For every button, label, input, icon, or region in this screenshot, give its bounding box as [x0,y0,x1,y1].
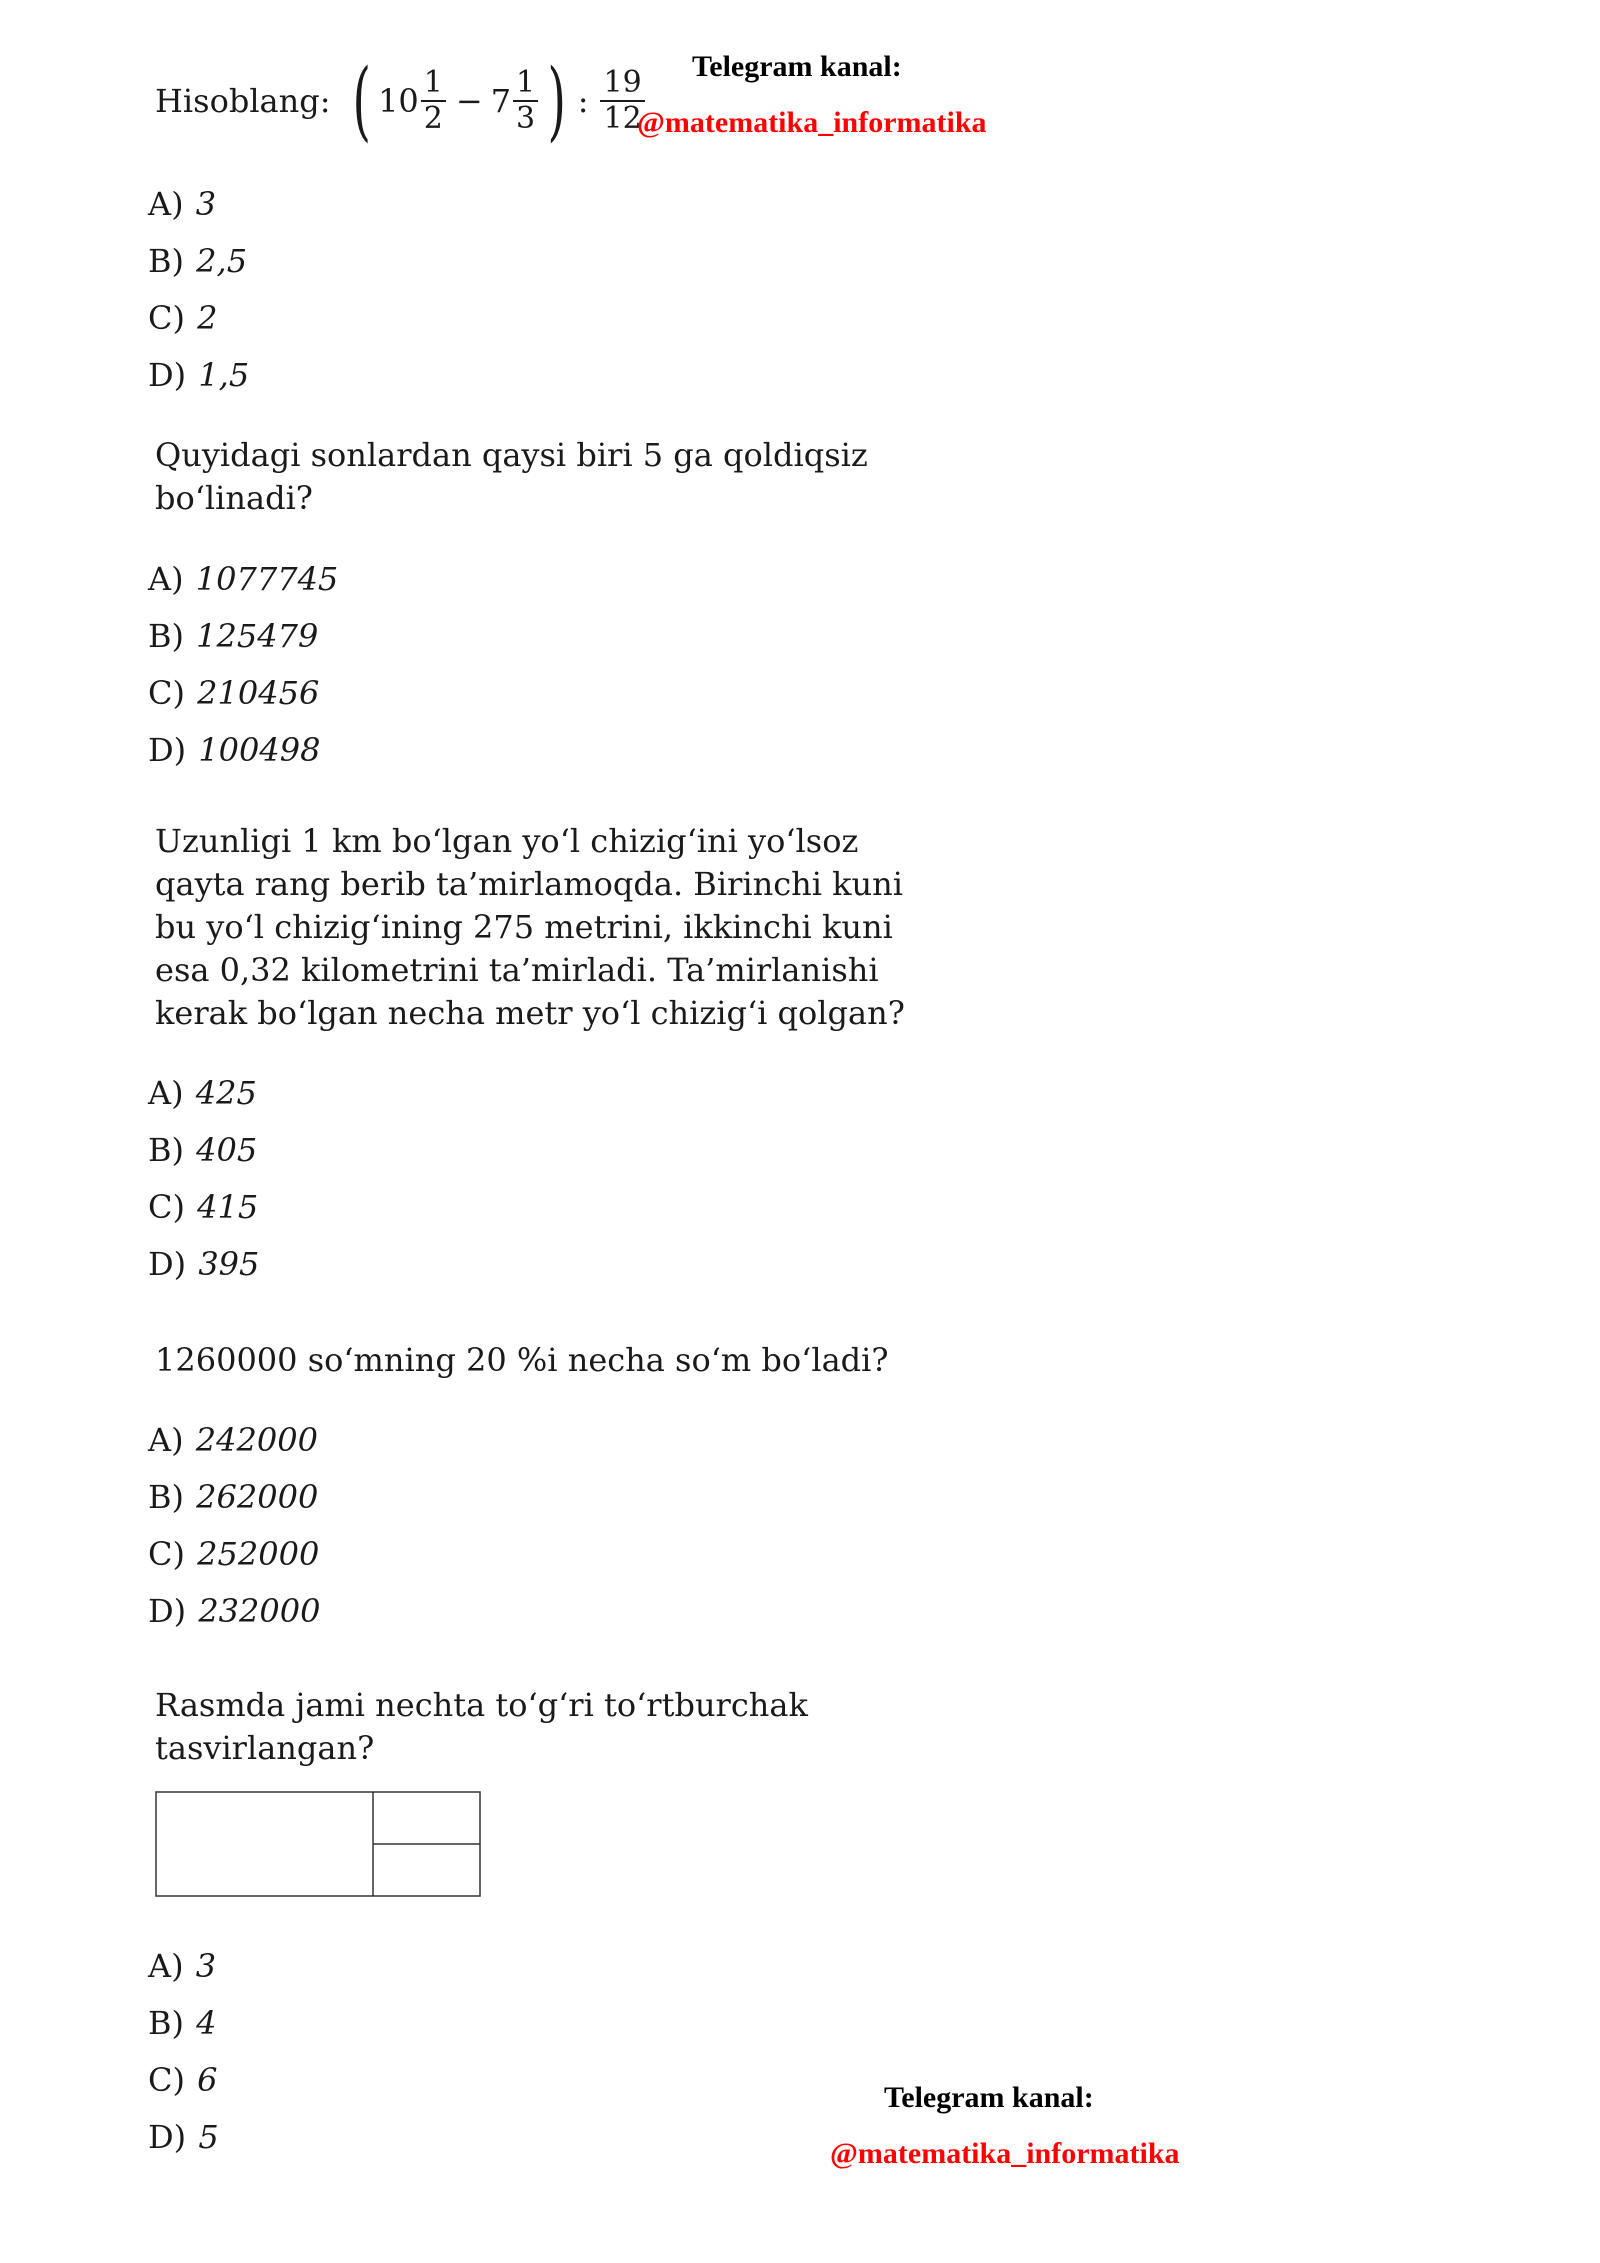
option-value: 3 [195,1947,217,1985]
option-letter: D) [148,2118,187,2156]
option-value: 252000 [197,1535,320,1573]
q1-num2: 1 [516,65,536,100]
q1-num1: 1 [423,65,443,100]
option-value: 415 [197,1188,259,1226]
option-letter: A) [148,1421,184,1459]
q5-line: Rasmda jami nechta to‘g‘ri to‘rtburchak [155,1686,808,1724]
telegram-handle-bottom: @matematika_informatika [830,2137,1180,2170]
q2-line: Quyidagi sonlardan qaysi biri 5 ga qoldiqsiz [155,436,868,474]
option-letter: B) [148,1478,184,1516]
q1-den1: 2 [423,101,443,136]
telegram-handle-top: @matematika_informatika [637,106,987,139]
q1-den3: 12 [603,101,642,136]
telegram-heading-bottom: Telegram kanal: [884,2081,1094,2114]
q1-prefix: Hisoblang: [155,82,331,120]
q1-option-b[interactable] [148,241,247,281]
option-value: 3 [195,185,217,223]
q4-text [155,1339,889,1382]
q1-option-c[interactable] [148,298,218,338]
q4-option-d[interactable] [148,1591,320,1631]
q5-text [155,1684,808,1770]
q3-option-a[interactable] [148,1073,257,1113]
option-value: 125479 [196,617,319,655]
q3-option-d[interactable] [148,1244,259,1284]
q3-line: Uzunligi 1 km bo‘lgan yo‘l chizig‘ini yo‘lsoz [155,822,859,860]
q5-option-a[interactable] [148,1946,216,1986]
option-value: 1077745 [195,560,339,598]
option-letter: C) [148,1188,185,1226]
option-value: 2 [197,299,218,337]
q1-fraction-2 [513,66,538,136]
q3-line: qayta rang berib ta’mirlamoqda. Birinchi kuni [155,865,903,903]
option-letter: C) [148,1535,185,1573]
option-value: 5 [198,2118,219,2156]
q3-text [155,820,905,1035]
q1-divide: : [577,82,589,120]
option-value: 2,5 [196,242,248,280]
q1-den2: 3 [516,101,536,136]
right-paren: ) [547,51,567,151]
option-letter: D) [148,1245,187,1283]
option-letter: A) [148,1947,184,1985]
q5-option-b[interactable] [148,2003,217,2043]
option-letter: B) [148,242,184,280]
option-value: 4 [196,2004,217,2042]
option-value: 232000 [198,1592,321,1630]
q3-option-b[interactable] [148,1130,257,1170]
q4-option-b[interactable] [148,1477,318,1517]
q2-option-d[interactable] [148,730,320,770]
option-letter: A) [148,1074,184,1112]
option-value: 6 [197,2061,218,2099]
option-value: 405 [196,1131,258,1169]
option-value: 262000 [196,1478,319,1516]
q5-option-c[interactable] [148,2060,218,2100]
option-letter: B) [148,617,184,655]
q1-option-a[interactable] [148,184,216,224]
q2-option-a[interactable] [148,559,338,599]
q2-option-b[interactable] [148,616,318,656]
option-letter: A) [148,185,184,223]
q4-line: 1260000 so‘mning 20 %i necha so‘m bo‘ladi? [155,1341,889,1379]
q1-expression [155,51,647,151]
option-value: 395 [198,1245,260,1283]
q1-fraction-3 [600,66,644,136]
q1-minus: − [455,82,483,120]
option-value: 425 [195,1074,257,1112]
option-letter: B) [148,2004,184,2042]
option-letter: D) [148,1592,187,1630]
option-letter: B) [148,1131,184,1169]
q2-option-c[interactable] [148,673,319,713]
option-value: 242000 [195,1421,318,1459]
q5-line: tasvirlangan? [155,1729,375,1767]
option-letter: D) [148,356,187,394]
q4-option-c[interactable] [148,1534,319,1574]
option-value: 100498 [198,731,321,769]
option-letter: A) [148,560,184,598]
q4-option-a[interactable] [148,1420,318,1460]
q5-option-d[interactable] [148,2117,219,2157]
option-letter: D) [148,731,187,769]
option-letter: C) [148,674,185,712]
q2-text [155,434,868,520]
q1-fraction-1 [421,66,446,136]
option-value: 1,5 [198,356,250,394]
q2-line: bo‘linadi? [155,479,313,517]
q1-option-d[interactable] [148,355,249,395]
left-paren: ( [352,51,371,151]
q3-line: bu yo‘l chizig‘ining 275 metrini, ikkinchi kuni [155,908,893,946]
option-value: 210456 [197,674,320,712]
q1-whole2: 7 [490,82,512,120]
q1-whole1: 10 [378,82,419,120]
telegram-heading-top: Telegram kanal: [692,50,902,83]
q3-line: kerak bo‘lgan necha metr yo‘l chizig‘i qolgan? [155,994,905,1032]
rectangles-figure [150,1786,486,1902]
option-letter: C) [148,299,185,337]
q1-num3: 19 [603,65,642,100]
q3-option-c[interactable] [148,1187,258,1227]
option-letter: C) [148,2061,185,2099]
q3-line: esa 0,32 kilometrini ta’mirladi. Ta’mirlanishi [155,951,879,989]
